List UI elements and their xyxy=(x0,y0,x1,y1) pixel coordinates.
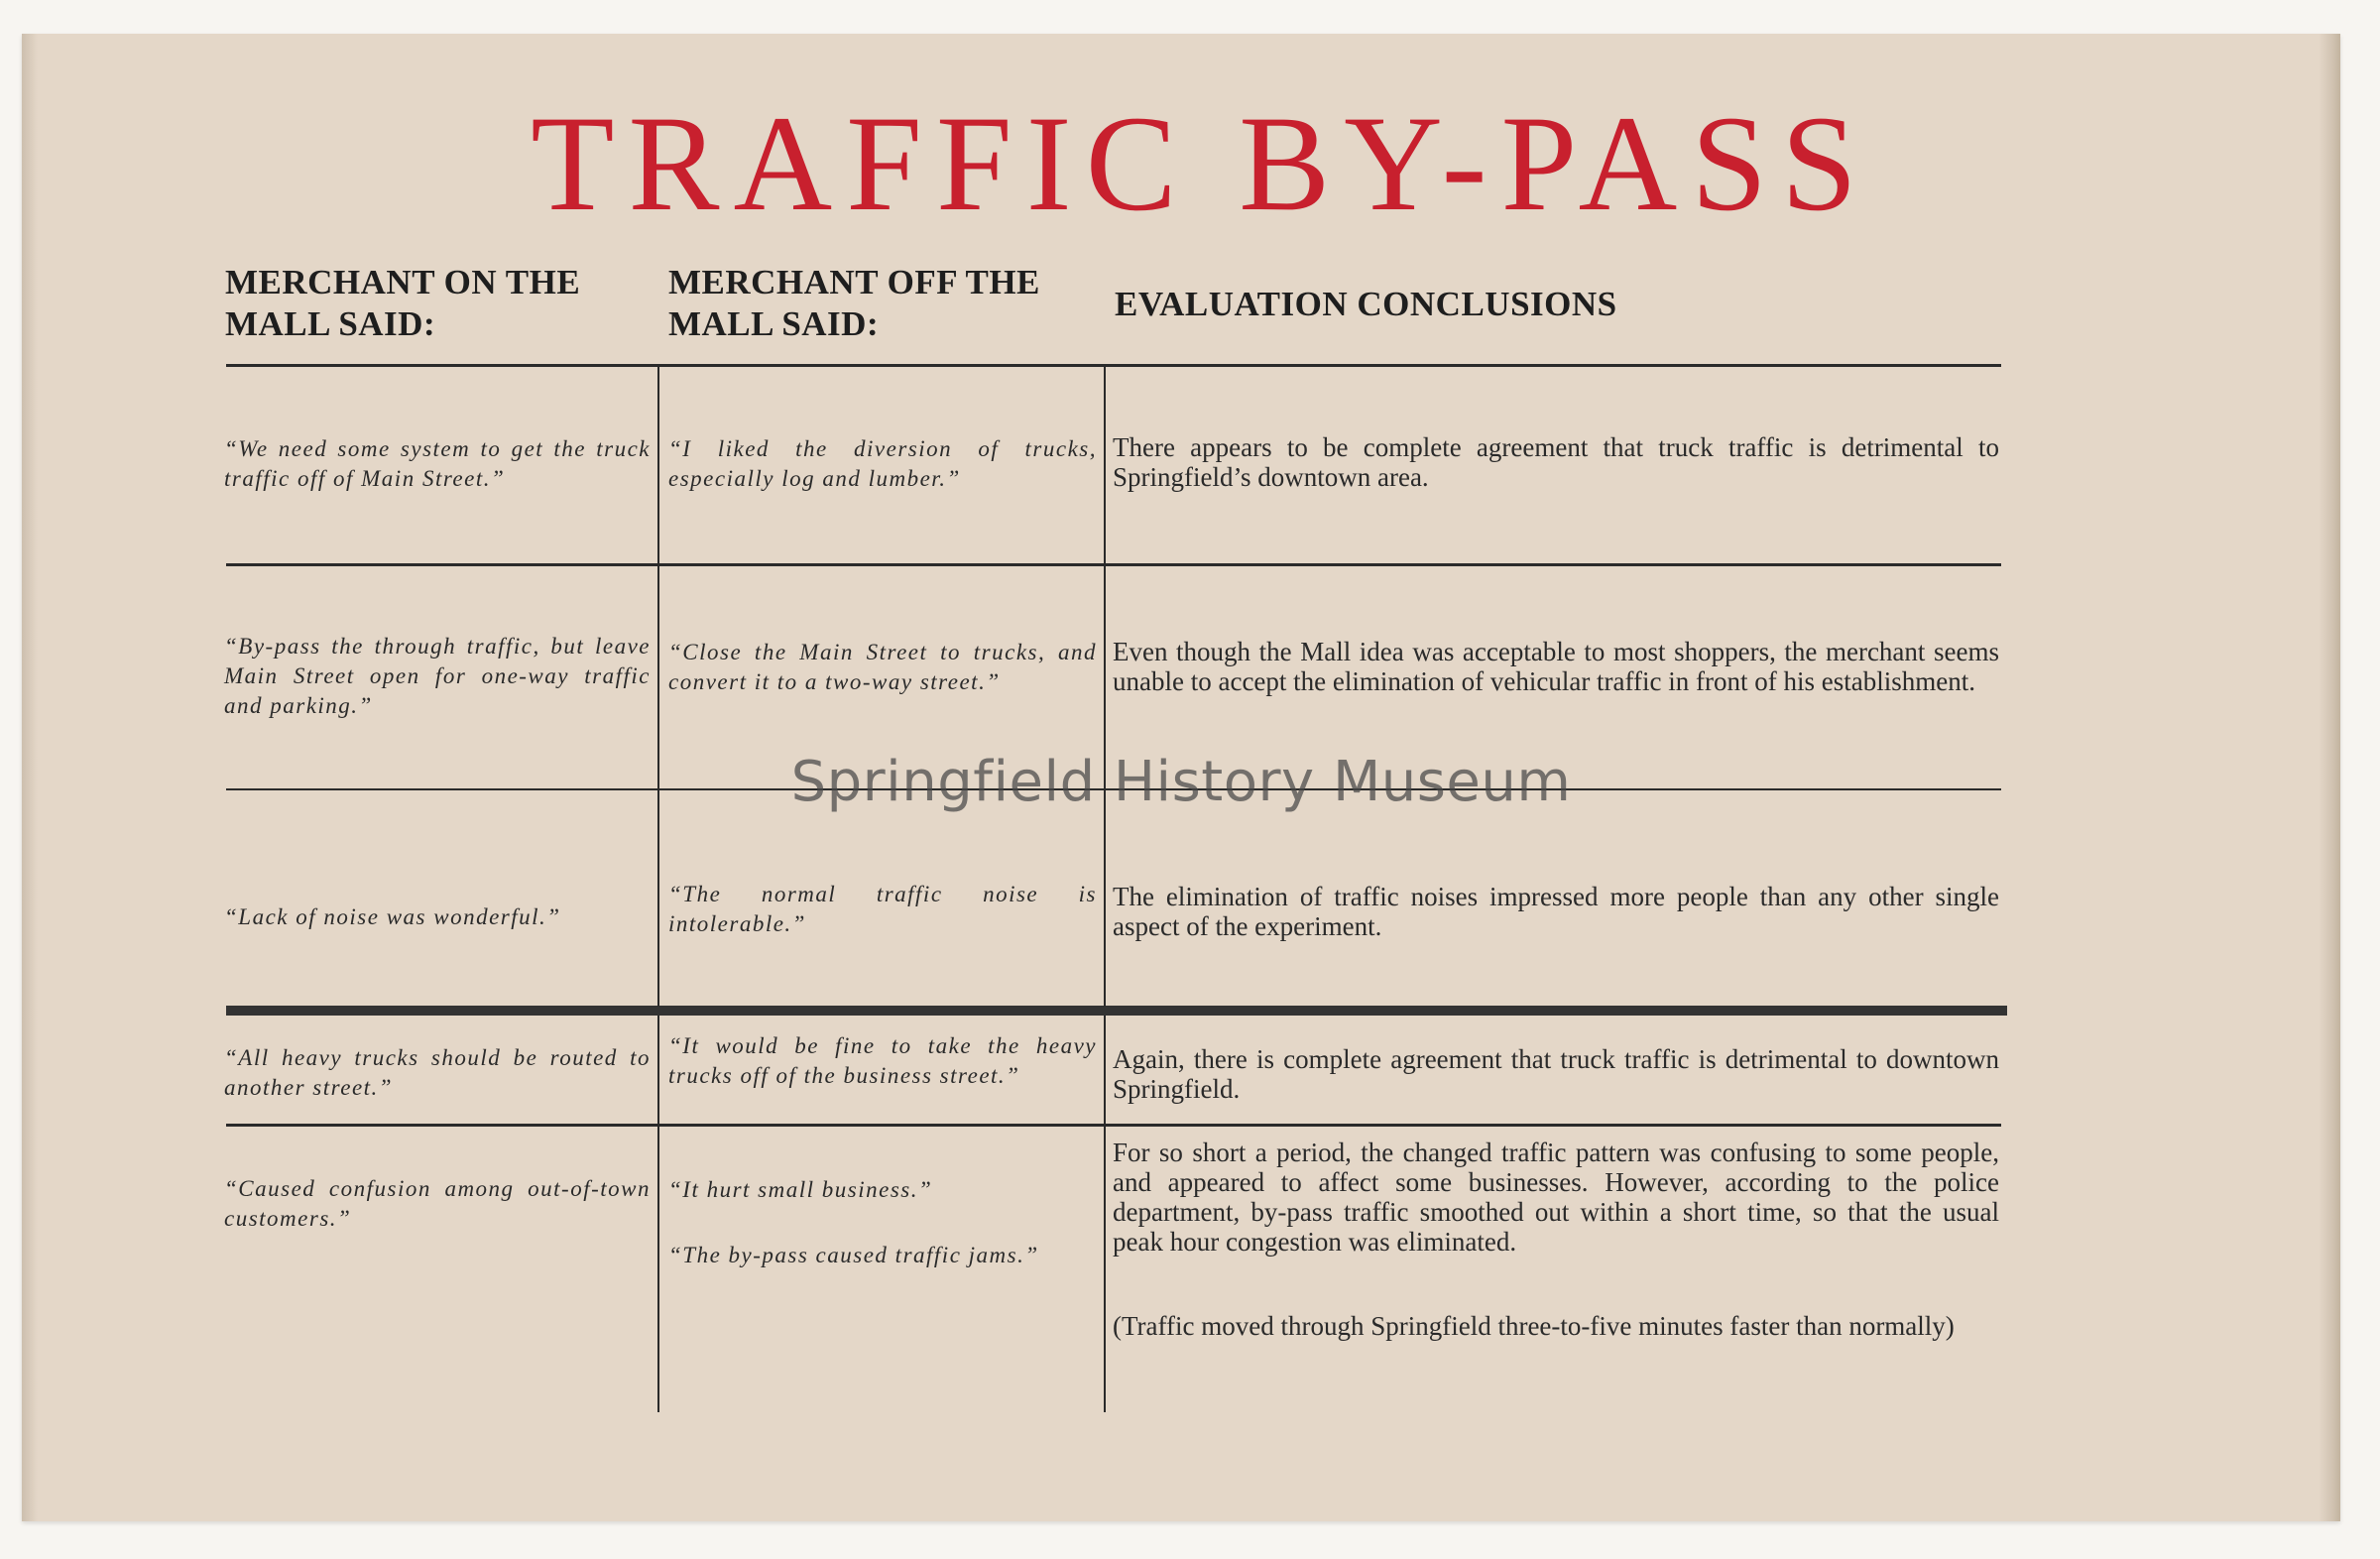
column-divider xyxy=(1104,1016,1106,1412)
evaluation-conclusion: Again, there is complete agreement that truck traffic is detrimental to downtown Springfield. xyxy=(1113,1044,1999,1104)
column-divider xyxy=(1104,367,1106,1007)
row-divider xyxy=(226,1124,2001,1127)
off-mall-quote: “It would be fine to take the heavy trucks off of the business street.” xyxy=(668,1033,1097,1088)
brochure-page xyxy=(22,34,2340,1521)
evaluation-conclusion: The elimination of traffic noises impressed more people than any other single aspect of the experiment. xyxy=(1113,882,1999,941)
off-mall-quote: “The normal traffic noise is intolerable.” xyxy=(668,882,1097,936)
off-mall-quote: “Close the Main Street to trucks, and convert it to a two-way street.” xyxy=(668,640,1097,694)
evaluation-conclusion: There appears to be complete agreement that truck traffic is detrimental to Springfield’s downtown area. xyxy=(1113,432,1999,492)
on-mall-quote: “We need some system to get the truck traffic off of Main Street.” xyxy=(224,436,651,491)
column-header-on-mall: MERCHANT ON THE MALL SAID: xyxy=(225,263,581,343)
row-divider xyxy=(226,563,2001,566)
column-header-evaluation: EVALUATION CONCLUSIONS xyxy=(1115,285,1617,323)
column-header-off-mall: MERCHANT OFF THE MALL SAID: xyxy=(668,263,1040,343)
on-mall-quote: “Caused confusion among out-of-town customers.” xyxy=(224,1176,651,1231)
off-mall-quote: “The by-pass caused traffic jams.” xyxy=(668,1243,1039,1267)
evaluation-note: (Traffic moved through Springfield three-to-five minutes faster than normally) xyxy=(1113,1311,1955,1341)
column-divider xyxy=(657,1016,659,1412)
evaluation-conclusion: Even though the Mall idea was acceptable to most shoppers, the merchant seems unable to accept the elimination of vehicular traffic in front of his establishment. xyxy=(1113,637,1999,696)
header-rule xyxy=(226,364,2001,367)
on-mall-quote: “By-pass the through traffic, but leave Main Street open for one-way traffic and parking.” xyxy=(224,634,651,718)
page-title: TRAFFIC BY-PASS xyxy=(531,87,1871,239)
off-mall-quote: “It hurt small business.” xyxy=(668,1177,933,1202)
heavy-section-divider xyxy=(226,1006,2007,1016)
on-mall-quote: “Lack of noise was wonderful.” xyxy=(224,904,561,929)
museum-watermark: Springfield History Museum xyxy=(790,750,1572,814)
evaluation-conclusion: For so short a period, the changed traffic pattern was confusing to some people, and appeared to affect some businesses. However, according to the police department, by-pass traffic smoothed out within a short time, so that the usual peak hour congestion was eliminated. xyxy=(1113,1138,1999,1257)
off-mall-quote: “I liked the diversion of trucks, especially log and lumber.” xyxy=(668,436,1097,491)
on-mall-quote: “All heavy trucks should be routed to another street.” xyxy=(224,1045,651,1100)
column-divider xyxy=(657,367,659,1007)
